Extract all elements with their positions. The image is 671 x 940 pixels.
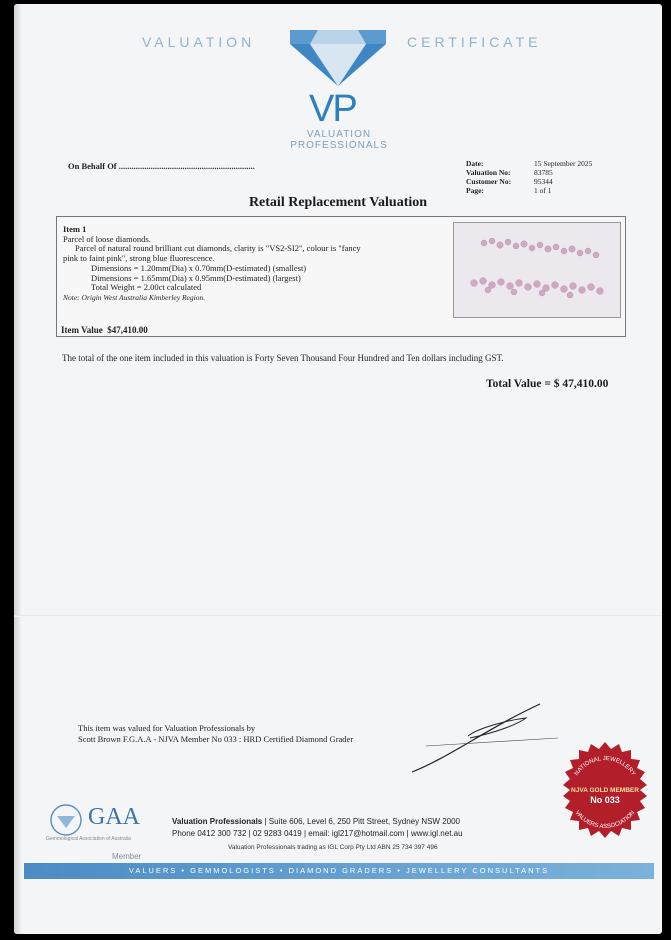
valuer-statement: This item was valued for Valuation Professionals by Scott Brown F.G.A.A - NJVA Member No 033 : HRD Certified Diamond Grader <box>78 723 354 744</box>
svg-text:NJVA GOLD MEMBER: NJVA GOLD MEMBER <box>571 787 639 794</box>
certificate-meta <box>466 159 592 195</box>
gaa-subtitle: Gemmological Association of Australia <box>46 836 131 842</box>
footer-address: Valuation Professionals | Suite 606, Level 6, 250 Pitt Street, Sydney NSW 2000 Phone 0412 300 732 | 02 9283 0419 | email: igl217@hotmail.com | www.igl.net.au <box>172 817 463 838</box>
item-description: Item 1 Parcel of loose diamonds. Parcel of natural round brilliant cut diamonds, clarity is "VS2-SI2", colour is "fancy pink to faint pink", strong blue fluorescence. Dimensions = 1.20mm(Dia) x 0.70mm(D-estimated) (smallest) Dimensions = 1.65mm(Dia) x 0.95mm(D-estimated) (largest) Total Weight = 2.00ct calculated Note: Origin West Australia Kimberley Region. <box>63 225 443 303</box>
meta-row: Valuation No: 83785 <box>466 168 553 177</box>
header-left-word: VALUATION <box>142 34 256 50</box>
footer-trading: Valuation Professionals trading as IGL Corp Pty Ltd ABN 25 734 397 496 <box>228 844 438 851</box>
signature-icon <box>408 698 558 778</box>
certificate-page <box>14 4 662 934</box>
item-value: Item Value $47,410.00 <box>61 325 148 335</box>
meta-row: Customer No: 95344 <box>466 177 553 186</box>
logo-subtitle: VALUATION PROFESSIONALS <box>290 129 388 151</box>
total-value: Total Value = $ 47,410.00 <box>486 378 609 390</box>
header-right-word: CERTIFICATE <box>407 34 542 50</box>
paper-shadow <box>14 4 22 934</box>
meta-row: Date: 15 September 2025 <box>466 159 593 168</box>
footer-band: VALUERS • GEMMOLOGISTS • DIAMOND GRADERS • JEWELLERY CONSULTANTS <box>24 863 654 879</box>
logo-vp: VP <box>309 88 356 130</box>
gaa-diamond-icon <box>48 804 84 836</box>
document-title: Retail Replacement Valuation <box>248 195 428 210</box>
on-behalf-of: On Behalf Of ................................................................ <box>68 161 255 171</box>
gaa-name: GAA <box>88 804 140 830</box>
diamond-logo-icon <box>282 24 394 88</box>
svg-text:No 033: No 033 <box>590 795 620 805</box>
diamond-parcel-photo <box>453 222 621 318</box>
total-description: The total of the one item included in this valuation is Forty Seven Thousand Four Hundred and Ten dollars including GST. <box>62 353 504 363</box>
meta-row: Page: 1 of 1 <box>466 186 552 195</box>
svg-text:VALUERS ASSOCIATION: VALUERS ASSOCIATION <box>573 809 637 831</box>
njva-seal-icon <box>555 740 655 840</box>
item-box <box>56 216 626 337</box>
paper-fold <box>14 615 662 617</box>
svg-text:NATIONAL JEWELLERY: NATIONAL JEWELLERY <box>573 755 637 778</box>
item-note: Note: Origin West Australia Kimberley Region. <box>63 292 206 302</box>
gaa-member: Member <box>112 852 142 861</box>
